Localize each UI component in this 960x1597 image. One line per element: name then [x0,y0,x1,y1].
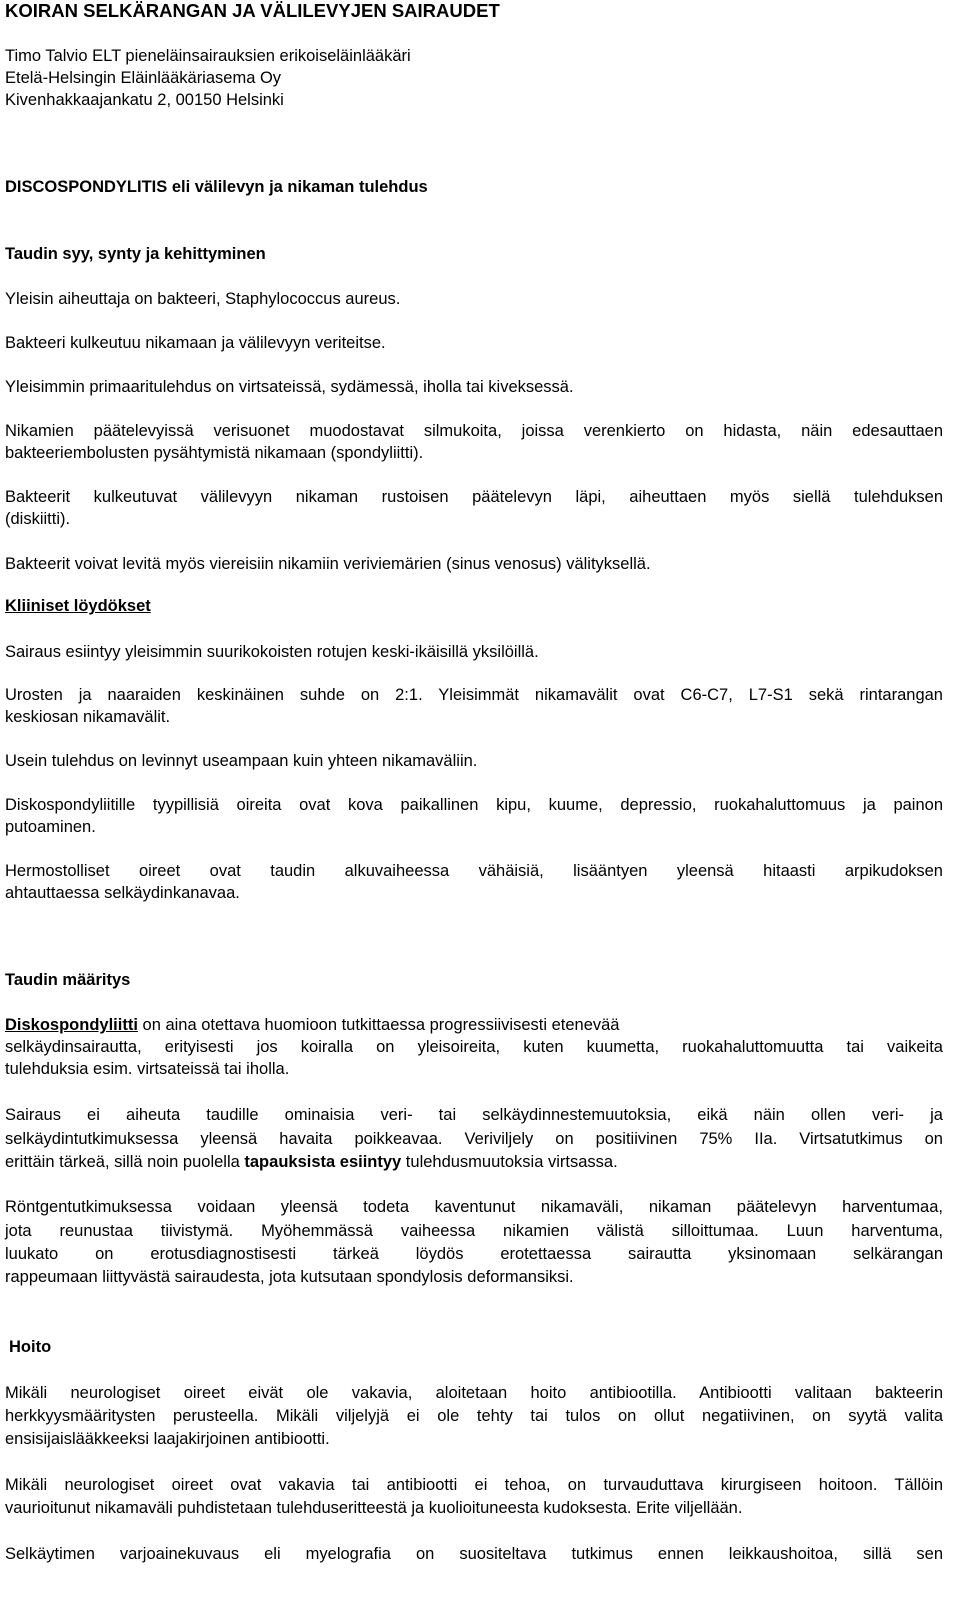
paragraph-line [5,1014,619,1036]
section-heading-discospondylitis: DISCOSPONDYLITIS eli välilevyn ja nikaman tulehdus [5,178,428,196]
paragraph-line: Selkäytimen varjoainekuvaus eli myelografia on suositeltava tutkimus ennen leikkaushoitoa, sillä sen [5,1545,943,1563]
paragraph: Yleisin aiheuttaja on bakteeri, Staphylococcus aureus. [5,290,401,308]
text-span: tulehdusmuutoksia virtsassa. [401,1153,618,1171]
paragraph-line: (diskiitti). [5,510,71,528]
text-span: erittäin tärkeä, sillä noin puolella [5,1153,245,1171]
paragraph-line: jota reunustaa tiivistymä. Myöhemmässä vaiheessa nikamien välistä silloittumaa. Luun harventuma, [5,1222,943,1240]
author-clinic: Etelä-Helsingin Eläinlääkäriasema Oy [5,69,282,87]
paragraph-line: Röntgentutkimuksessa voidaan yleensä todeta kaventunut nikamaväli, nikaman päätelevyn harventumaa, [5,1198,943,1216]
paragraph: Bakteeri kulkeutuu nikamaan ja välilevyyn veriteitse. [5,334,386,352]
paragraph: Bakteerit voivat levitä myös viereisiin nikamiin veriviemärien (sinus venosus) välityksellä. [5,555,651,573]
paragraph-line: Urosten ja naaraiden keskinäinen suhde on 2:1. Yleisimmät nikamavälit ovat C6-C7, L7-S1 sekä rintarangan [5,686,943,704]
document-title: KOIRAN SELKÄRANGAN JA VÄLILEVYJEN SAIRAUDET [5,0,500,21]
paragraph-line: Hermostolliset oireet ovat taudin alkuvaiheessa vähäisiä, lisääntyen yleensä hitaasti arpikudoksen [5,862,943,880]
paragraph-line: Nikamien päätelevyissä verisuonet muodostavat silmukoita, joissa verenkierto on hidasta, näin edesauttaen [5,422,943,440]
paragraph: Yleisimmin primaaritulehdus on virtsateissä, sydämessä, iholla tai kiveksessä. [5,378,574,396]
paragraph-line: Bakteerit kulkeutuvat välilevyyn nikaman rustoisen päätelevyn läpi, aiheuttaen myös siellä tulehduksen [5,488,943,506]
paragraph-line: rappeumaan liittyvästä sairaudesta, jota kutsutaan spondylosis deformansiksi. [5,1268,574,1286]
paragraph-line: keskiosan nikamavälit. [5,708,171,726]
emphasis: tapauksista esiintyy [244,1153,402,1171]
paragraph-line: herkkyysmääritysten perusteella. Mikäli viljelyjä ei ole tehty tai tulos on ollut negatiivinen, on syytä valita [5,1407,943,1425]
paragraph-line: Sairaus ei aiheuta taudille ominaisia veri- tai selkäydinnestemuutoksia, eikä näin ollen veri- ja [5,1106,943,1124]
paragraph-line: luukato on erotusdiagnostisesti tärkeä löydös erotettaessa sairautta yksinomaan selkärangan [5,1245,943,1263]
paragraph: Sairaus esiintyy yleisimmin suurikokoisten rotujen keski-ikäisillä yksilöillä. [5,643,539,661]
paragraph-line: bakteeriembolusten pysähtymistä nikamaan (spondyliitti). [5,444,424,462]
section-heading-clinical: Kliiniset löydökset [5,597,151,615]
paragraph-line: Diskospondyliitille tyypillisiä oireita ovat kova paikallinen kipu, kuume, depressio, ruokahaluttomuus ja painon [5,796,943,814]
paragraph-line: putoaminen. [5,818,96,836]
section-heading-diagnosis: Taudin määritys [5,971,131,989]
paragraph-line: Mikäli neurologiset oireet ovat vakavia tai antibiootti ei tehoa, on turvauduttava kirurgiseen hoitoon. Tällöin [5,1476,943,1494]
term-diskospondyliitti: Diskospondyliitti [5,1016,138,1034]
subheading-cause: Taudin syy, synty ja kehittyminen [5,245,266,263]
author-address: Kivenhakkaajankatu 2, 00150 Helsinki [5,91,284,109]
paragraph-line: selkäydinsairautta, erityisesti jos koiralla on yleisoireita, kuten kuumetta, ruokahaluttomuutta tai vaikeita [5,1038,943,1056]
paragraph-line: Mikäli neurologiset oireet eivät ole vakavia, aloitetaan hoito antibiootilla. Antibiootti valitaan bakteerin [5,1384,943,1402]
paragraph-line [5,1151,618,1173]
section-heading-treatment: Hoito [9,1338,52,1356]
paragraph-line: selkäydintutkimuksessa yleensä havaita poikkeavaa. Veriviljely on positiivinen 75% IIa. Virtsatutkimus on [5,1130,943,1148]
paragraph-line: tulehduksia esim. virtsateissä tai iholla. [5,1060,290,1078]
author-name: Timo Talvio ELT pieneläinsairauksien erikoiseläinlääkäri [5,47,411,65]
paragraph-line: ensisijaislääkkeeksi laajakirjoinen antibiootti. [5,1430,330,1448]
text-span: on aina otettava huomioon tutkittaessa progressiivisesti etenevää [137,1016,620,1034]
paragraph: Usein tulehdus on levinnyt useampaan kuin yhteen nikamaväliin. [5,752,478,770]
paragraph-line: vaurioitunut nikamaväli puhdistetaan tulehduseritteestä ja kuolioituneesta kudoksesta. Erite viljellään. [5,1499,743,1517]
paragraph-line: ahtauttaessa selkäydinkanavaa. [5,884,240,902]
